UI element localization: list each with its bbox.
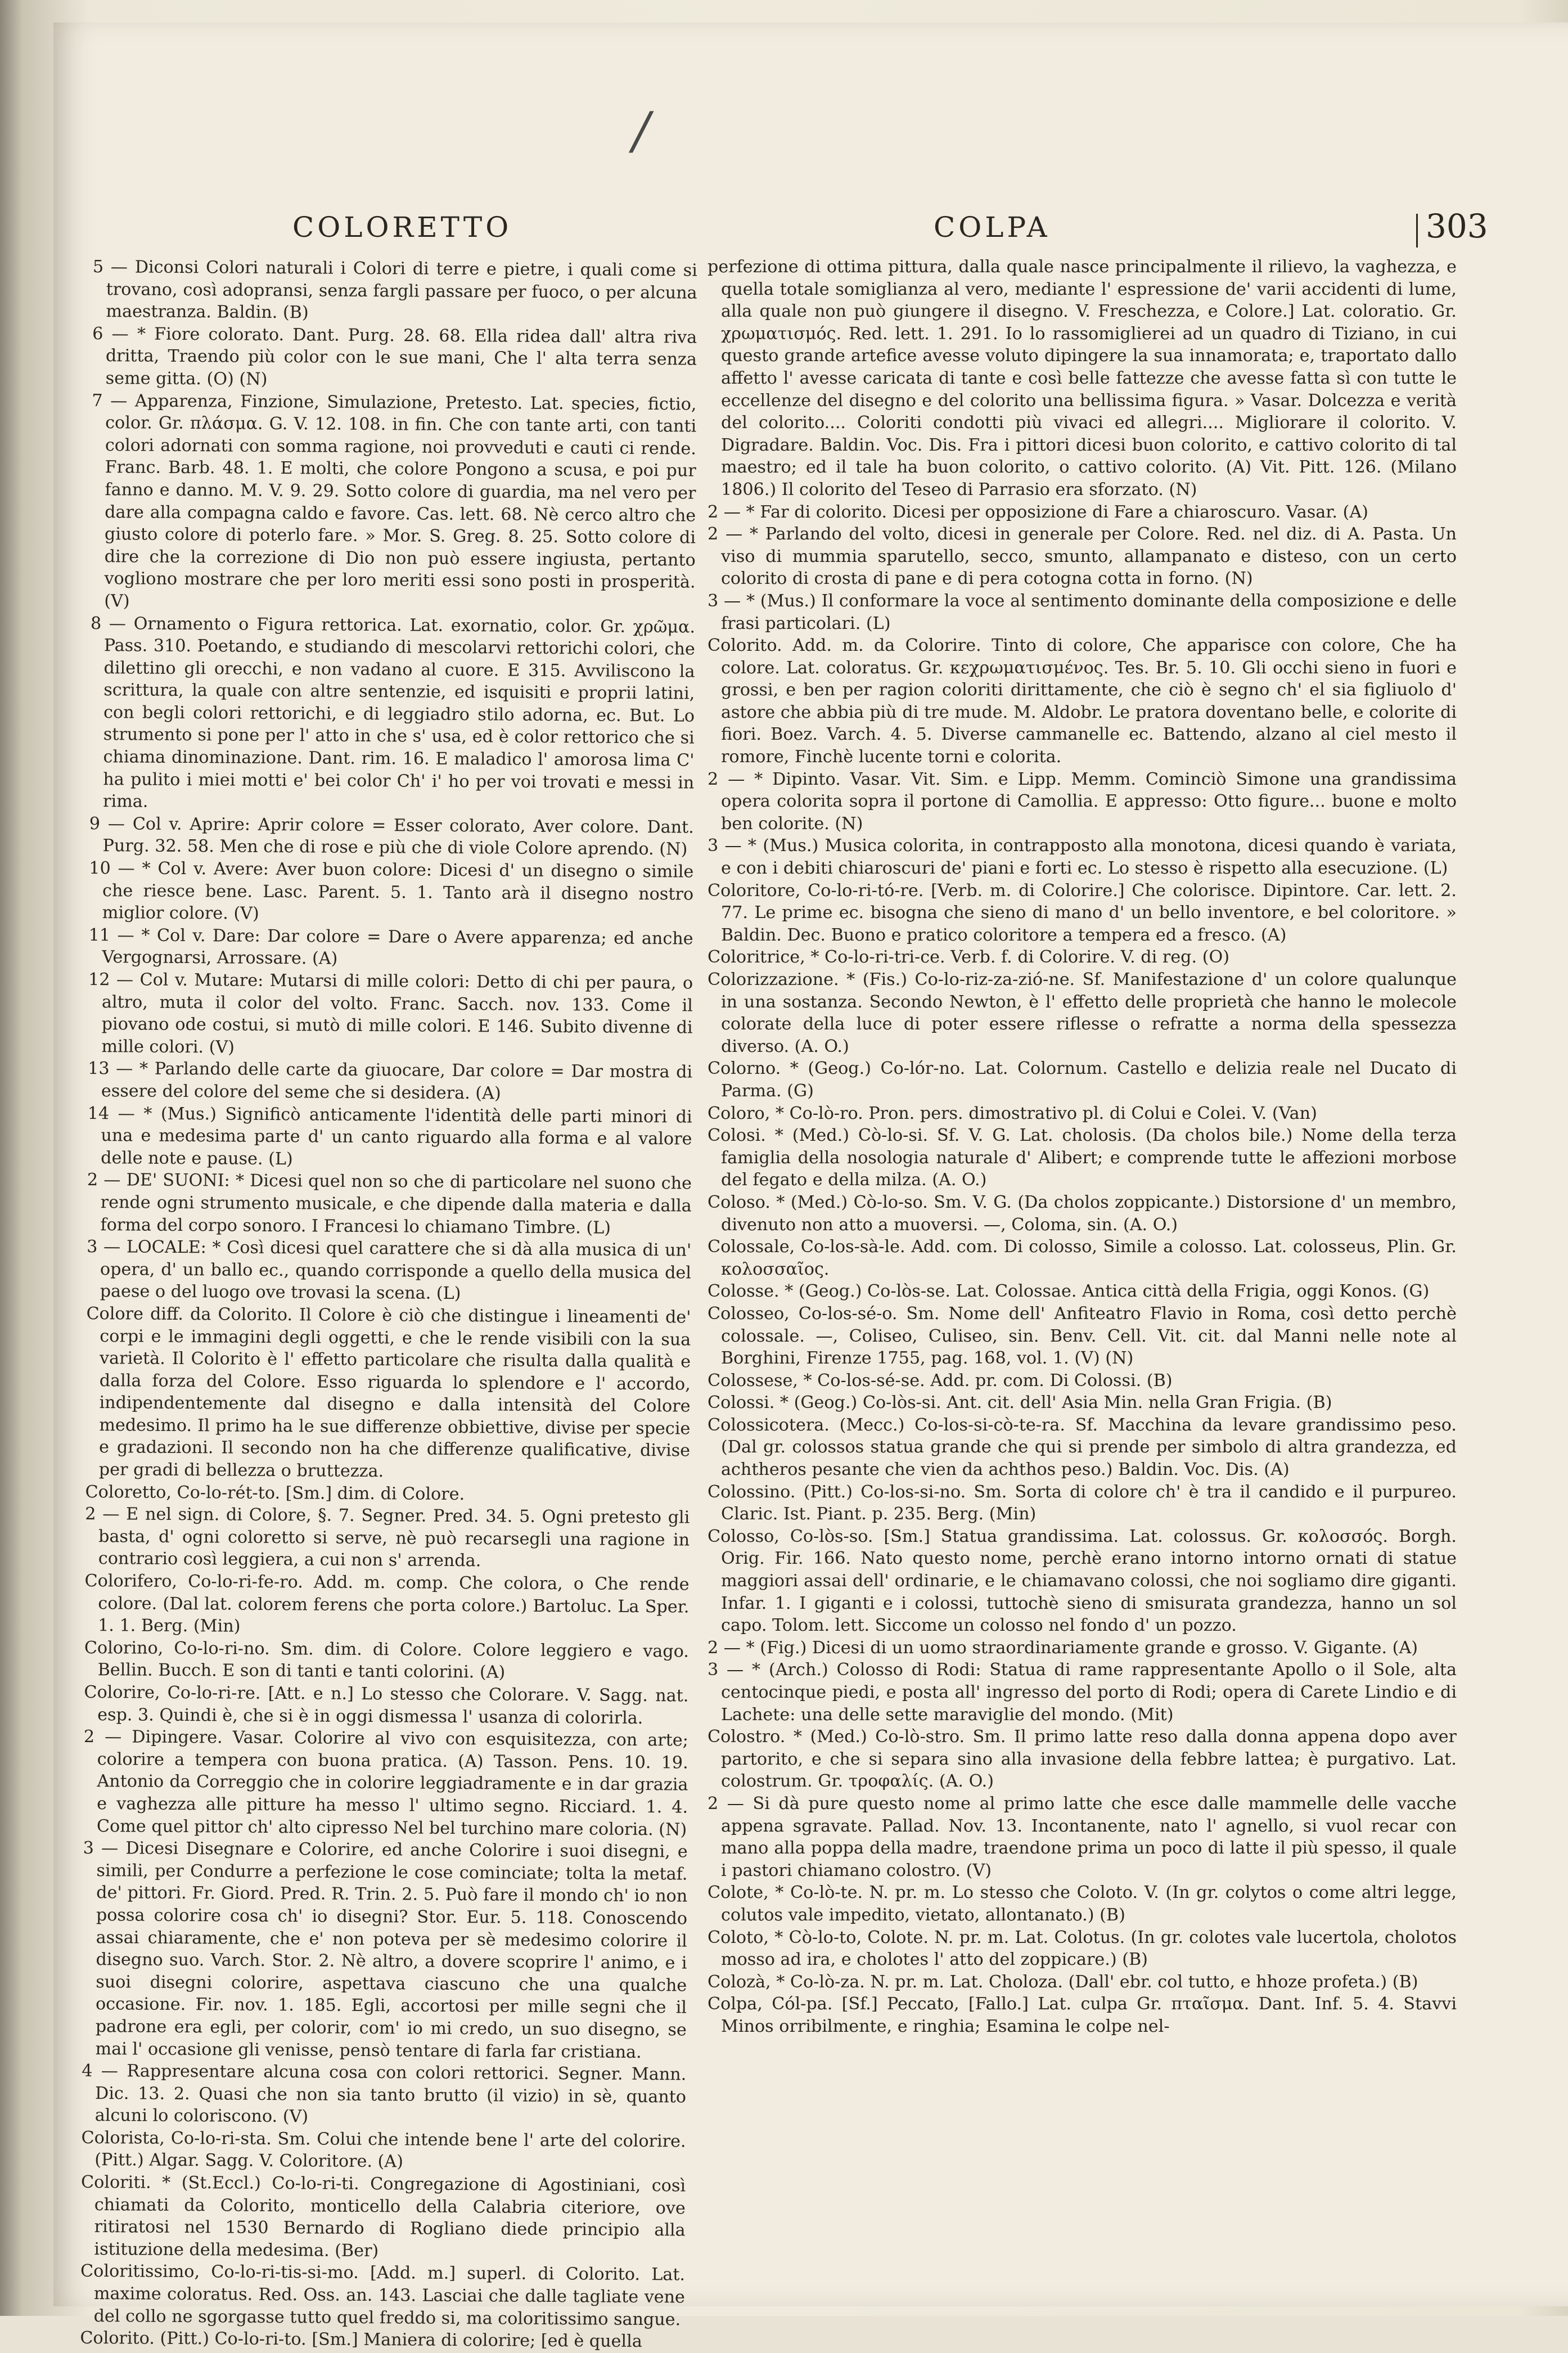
running-head-left: COLORETTO [292,211,512,244]
dictionary-entry: Colossale, Co-los-sà-le. Add. com. Di colosso, Simile a colosso. Lat. colosseus, Plin. Gr. κολοσσαῖος. [708,1237,1457,1279]
dictionary-entry: Colore diff. da Colorito. Il Colore è ciò che distingue i lineamenti de' corpi e le immagini degli oggetti, e che le rende visibili con la sua varietà. Il Colorito è l' effetto particolare che risulta dalla qualità e dalla forza del Colore. Esso riguarda lo splendore e l' accordo, indipendentemente dal disegno e dalla intensità del Colore medesimo. Il primo ha le sue differenze obbiettive, divise per specie e gradazioni. Il secondo non ha che differenze qualificative, divise per gradi di bellezza o bruttezza. [86,1303,691,1482]
dictionary-entry: 6 — * Fiore colorato. Dant. Purg. 28. 68. Ella ridea dall' altra riva dritta, Traendo più color con le sue mani, Che l' alta terra senza seme gitta. (O) (N) [92,323,697,389]
dictionary-entry: 13 — * Parlando delle carte da giuocare, Dar colore = Dar mostra di essere del colore del seme che si desidera. (A) [88,1059,693,1104]
dictionary-entry: Colorire, Co-lo-ri-re. [Att. e n.] Lo stesso che Colorare. V. Sagg. nat. esp. 3. Quindi è, che si è in oggi dismessa l' usanza di colorirla. [84,1682,689,1728]
dictionary-entry: Colostro. * (Med.) Co-lò-stro. Sm. Il primo latte reso dalla donna appena dopo aver partorito, e che si separa sino alla invasione della febbre lattea; è purgativo. Lat. colostrum. Gr. τροφαλίς. (A. O.) [708,1727,1457,1792]
header-rule [1416,214,1418,248]
dictionary-entry: 2 — Dipingere. Vasar. Colorire al vivo con esquisitezza, con arte; colorire a tempera con buona pratica. (A) Tasson. Pens. 10. 19. Antonio da Correggio che in colorire leggiadramente e in dar grazia e vaghezza alle pitture ha messo l' ultimo segno. Ricciard. 1. 4. Come quel pittor ch' alto cipresso Nel bel turchino mare coloria. (N) [83,1727,689,1840]
dictionary-entry: 3 — Dicesi Disegnare e Colorire, ed anche Colorire i suoi disegni, e simili, per Condurre a perfezione le cose cominciate; tolta la metaf. de' pittori. Fr. Giord. Pred. R. Trin. 2. 5. Può fare il mondo ch' io non possa colorire cosa ch' io disegni? Stor. Eur. 5. 118. Conoscendo assai chiaramente, che e' non poteva per sè medesimo colorire il disegno suo. Varch. Stor. 2. Nè altro, a dovere scoprire l' animo, e i suoi disegni colorire, aspettava ciascuno che una qualche occasione. Fir. nov. 1. 185. Egli, accortosi per mille segni che il padrone era egli, per colorir, com' io mi credo, un suo disegno, se mai l' occasione gli venisse, pensò tentare di farla far cristiana. [83,1838,688,2062]
dictionary-entry: 2 — DE' SUONI: * Dicesi quel non so che di particolare nel suono che rende ogni strumento musicale, e che dipende dalla materia e dalla forma del corpo sonoro. I Francesi lo chiamano Timbre. (L) [87,1170,692,1238]
dictionary-entry: Colorino, Co-lo-ri-no. Sm. dim. di Colore. Colore leggiero e vago. Bellin. Bucch. E son di tanti e tanti colorini. (A) [84,1637,689,1682]
dictionary-entry: Colossese, * Co-los-sé-se. Add. pr. com. Di Colossi. (B) [708,1370,1173,1391]
dictionary-entry: 10 — * Col v. Avere: Aver buon colore: Dicesi d' un disegno o simile che riesce bene. Lasc. Parent. 5. 1. Tanto arà il disegno nostro miglior colore. (V) [89,858,694,924]
dictionary-entry: 11 — * Col v. Dare: Dar colore = Dare o Avere apparenza; ed anche Vergognarsi, Arrossare. (A) [88,925,693,969]
dictionary-entry: Colorno. * (Geog.) Co-lór-no. Lat. Colornum. Castello e delizia reale nel Ducato di Parma. (G) [708,1059,1457,1101]
dictionary-entry: Colorista, Co-lo-ri-sta. Sm. Colui che intende bene l' arte del colorire. (Pitt.) Algar. Sagg. V. Coloritore. (A) [81,2127,686,2172]
dictionary-entry: Colorizzazione. * (Fis.) Co-lo-riz-za-zió-ne. Sf. Manifestazione d' un colore qualunque in una sostanza. Secondo Newton, è l' effetto delle proprietà che hanno le molecole colorate della luce di poter essere riflesse o refratte a norma della spessezza diverso. (A. O.) [708,970,1457,1056]
dictionary-entry: Colossicotera. (Mecc.) Co-los-si-cò-te-ra. Sf. Macchina da levare grandissimo peso. (Dal gr. colossos statua grande che qui si prende per simbolo di altra grandezza, ed achtheros pesante che vien da achthos peso.) Baldin. Voc. Dis. (A) [708,1415,1457,1480]
dictionary-entry: Colorito. (Pitt.) Co-lo-ri-to. [Sm.] Maniera di colorire; [ed è quella [80,2328,642,2352]
dictionary-entry: Colote, * Co-lò-te. N. pr. m. Lo stesso che Coloto. V. (In gr. colytos o come altri legge, colutos vale impedito, vietato, allontanato.) (B) [708,1883,1457,1925]
dictionary-entry: Colossino. (Pitt.) Co-los-si-no. Sm. Sorta di colore ch' è tra il candido e il purpureo. Claric. Ist. Piant. p. 235. Berg. (Min) [708,1482,1457,1524]
left-column [80,256,697,2352]
dictionary-entry: 12 — Col v. Mutare: Mutarsi di mille colori: Detto di chi per paura, o altro, muta il color del volto. Franc. Sacch. nov. 133. Come il piovano ode costui, si mutò di mille colori. E 146. Subito divenne di mille colori. (V) [88,969,693,1058]
dictionary-entry: 2 — E nel sign. di Colore, §. 7. Segner. Pred. 34. 5. Ogni pretesto gli basta, d' ogni coloretto si serve, nè può recarsegli una ragione in contrario così leggiera, a cui non s' arrenda. [85,1504,690,1571]
dictionary-entry: Colosseo, Co-los-sé-o. Sm. Nome dell' Anfiteatro Flavio in Roma, così detto perchè colossale. —, Coliseo, Culiseo, sin. Benv. Cell. Vit. cit. dal Manni nelle note al Borghini, Firenze 1755, pag. 168, vol. 1. (V) (N) [708,1303,1457,1369]
dictionary-entry: 2 — * Dipinto. Vasar. Vit. Sim. e Lipp. Memm. Cominciò Simone una grandissima opera colorita sopra il portone di Camollia. E appresso: Otto figure... buone e molto ben colorite. (N) [708,769,1457,834]
dictionary-entry: Colossi. * (Geog.) Co-lòs-si. Ant. cit. dell' Asia Min. nella Gran Frigia. (B) [708,1393,1332,1413]
dictionary-entry: Colpa, Cól-pa. [Sf.] Peccato, [Fallo.] Lat. culpa Gr. πταῖσμα. Dant. Inf. 5. 4. Stavvi Minos orribilmente, e ringhia; Esamina le colpe nel- [708,1994,1457,2036]
dictionary-entry: Coloritissimo, Co-lo-ri-tis-si-mo. [Add. m.] superl. di Colorito. Lat. maxime coloratus. Red. Oss. an. 143. Lasciai che dalle tagliate vene del collo ne sgorgasse tutto quel freddo si, ma coloritissimo sangue. [80,2261,686,2330]
page-number: 303 [1426,207,1488,245]
dictionary-entry: 3 — LOCALE: * Così dicesi quel carattere che si dà alla musica di un' opera, d' un ballo ec., quando corrisponde a quello della musica del paese o del luogo ove trovasi la scena. (L) [87,1237,692,1304]
running-head-center: COLPA [934,211,1051,244]
dictionary-entry: Colosso, Co-lòs-so. [Sm.] Statua grandissima. Lat. colossus. Gr. κολοσσός. Borgh. Orig. Fir. 166. Nato questo nome, perchè erano intorno intorno ornati di statue maggiori assai dell' ordinarie, e le chiamavano colossi, che noi sogliamo dire giganti. Infar. 1. I giganti e i colossi, tuttochè sieno di smisurata grandezza, hanno un sol capo. Tolom. lett. Siccome un colosso nel fondo d' un pozzo. [708,1526,1457,1636]
dictionary-entry: 2 — * Parlando del volto, dicesi in generale per Colore. Red. nel diz. di A. Pasta. Un viso di mummia sparutello, secco, smunto, allampanato e disteso, con un certo colorito di crosta di pane e di pera cotogna cotta in forno. (N) [708,524,1457,589]
dictionary-entry: Colorifero, Co-lo-ri-fe-ro. Add. m. comp. Che colora, o Che rende colore. (Dal lat. colorem ferens che porta colore.) Bartoluc. La Sper. 1. 1. Berg. (Min) [84,1571,690,1636]
dictionary-entry: Coloritore, Co-lo-ri-tó-re. [Verb. m. di Colorire.] Che colorisce. Dipintore. Car. lett. 2. 77. Le prime ec. bisogna che sieno di mano d' un bello inventore, e bel coloritore. » Baldin. Dec. Buono e pratico coloritore a tempera ed a fresco. (A) [708,880,1457,945]
dictionary-entry: Colozà, * Co-lò-za. N. pr. m. Lat. Choloza. (Dall' ebr. col tutto, e hhoze profeta.) (B) [708,1972,1418,1992]
dictionary-entry: 2 — Si dà pure questo nome al primo latte che esce dalle mammelle delle vacche appena sgravate. Pallad. Nov. 13. Incontanente, nato l' agnello, si vuol recar con mano alla poppa della madre, traendone prima un poco di latte il più spesso, il quale i pastori chiamano colostro. (V) [708,1793,1457,1880]
dictionary-entry: Coloto, * Cò-lo-to, Colote. N. pr. m. Lat. Colotus. (In gr. colotes vale lucertola, cholotos mosso ad ira, e cholotes l' atto del zoppicare.) (B) [708,1927,1457,1970]
dictionary-entry: Coloso. * (Med.) Cò-lo-so. Sm. V. G. (Da cholos zoppicante.) Distorsione d' un membro, divenuto non atto a muoversi. —, Coloma, sin. (A. O.) [708,1192,1457,1235]
dictionary-entry: perfezione di ottima pittura, dalla quale nasce principalmente il rilievo, la vaghezza, e quella totale somiglianza al vero, mediante l' espressione de' varii accidenti di lume, alla quale non può giungere il disegno. V. Freschezza, e Colore.] Lat. coloratio. Gr. χρωματισμός. Red. lett. 1. 291. Io lo rassomiglierei ad un quadro di Tiziano, in cui questo grande artefice avesse voluto dipingere la sua innamorata; e, traportato dallo affetto l' avesse caricata di tante e così belle fattezze che avesse fatta sì con tutte le eccellenze del disegno e del colorito una bellissima figura. » Vasar. Dolcezza e verità del colorito.... Coloriti condotti più vivaci ed allegri.... Migliorare il colorito. V. Digradare. Baldin. Voc. Dis. Fra i pittori dicesi buon colorito, e cattivo colorito di tal maestro; ed il tale ha buon colorito, o cattivo colorito. (A) Vit. Pitt. 126. (Milano 1806.) Il colorito del Teseo di Parrasio era sforzato. (N) [708,257,1457,500]
dictionary-entry: Colosi. * (Med.) Cò-lo-si. Sf. V. G. Lat. cholosis. (Da cholos bile.) Nome della terza famiglia della nosologia naturale d' Alibert; e comprende tutte le affezioni morbose del fegato e della milza. (A. O.) [708,1126,1457,1190]
dictionary-entry: 5 — Diconsi Colori naturali i Colori di terre e pietre, i quali come si trovano, così adopransi, senza fargli passare per fuoco, o per alcuna maestranza. Baldin. (B) [92,257,697,323]
dictionary-entry: 4 — Rappresentare alcuna cosa con colori rettorici. Segner. Mann. Dic. 13. 2. Quasi che non sia tanto brutto (il vizio) in sè, quanto alcuni lo coloriscono. (V) [82,2061,687,2127]
dictionary-entry: Colorito. Add. m. da Colorire. Tinto di colore, Che apparisce con colore, Che ha colore. Lat. coloratus. Gr. κεχρωματισμένος. Tes. Br. 5. 10. Gli occhi sieno in fuori e grossi, e ben per ragion coloriti dirittamente, che ciò è segno ch' el sia figliuolo d' astore che abbia più di tre mude. M. Aldobr. Le pratora doventano belle, e colorite di fiori. Boez. Varch. 4. 5. Diverse cammanelle ec. Battendo, alzano al ciel mesto il romore, Finchè lucente torni e colorita. [708,636,1457,767]
dictionary-entry: Coloriti. * (St.Eccl.) Co-lo-ri-ti. Congregazione di Agostiniani, così chiamati da Colorito, monticello della Calabria citeriore, ove ritiratosi nel 1530 Bernardo di Rogliano diede principio alla istituzione della medesima. (Ber) [80,2172,686,2261]
dictionary-entry: Coloretto, Co-lo-rét-to. [Sm.] dim. di Colore. [85,1482,465,1504]
dictionary-entry: 9 — Col v. Aprire: Aprir colore = Esser colorato, Aver colore. Dant. Purg. 32. 58. Men che di rose e più che di viole Colore aprendo. (N) [89,813,694,860]
dictionary-entry: 7 — Apparenza, Finzione, Simulazione, Pretesto. Lat. species, fictio, color. Gr. πλάσμα. G. V. 12. 108. in fin. Che con tante arti, con tanti colori adornati con somma ragione, noi provvedutі e cauti ci rende. Franc. Barb. 48. 1. E molti, che colore Pongono a scusa, e poi pur fanno e danno. M. V. 9. 29. Sotto colore di guardia, ma nel vero per dare alla compagna caldo e favore. Cas. lett. 68. Nè cerco altro che giusto colore di poterlo fare. » Mor. S. Greg. 8. 25. Sotto colore di dire che la correzione di Dio non può essere ingiusta, pertanto vogliono mostrare che per loro meriti essi sono posti in prosperità. (V) [92,390,697,611]
dictionary-entry: 14 — * (Mus.) Significò anticamente l'identità delle parti minori di una e medesima parte d' un canto riguardo alla forma e al valore delle note e pause. (L) [87,1103,692,1169]
dictionary-entry: 8 — Ornamento o Figura rettorica. Lat. exornatio, color. Gr. χρῶμα. Pass. 310. Poetando, e studiando di mescolarvi rettorichi colori, che dilettino gli orecchi, e non vadano al cuore. E 315. Avviliscono la scrittura, la quale con altre sentenzie, ed isquisiti e proprii latini, con begli colori rettorichi, e di leggiadro stilo adorna, ec. But. Lo strumento si pone per l' atto in che s' usa, ed è color rettorico che si chiama dinominazione. Dant. rim. 16. E maladico l' amorosa lima C' ha pulito i miei motti e' bei color Ch' i' ho per voi trovati e messi in rima. [90,613,696,812]
handwritten-ink-mark: / [633,101,650,160]
dictionary-entry: 3 — * (Arch.) Colosso di Rodi: Statua di rame rappresentante Apollo o il Sole, alta centocinque piedi, e posta all' ingresso del porto di Rodi; opera di Carete Lindio e di Lachete: una delle sette maraviglie del mondo. (Mit) [708,1660,1457,1725]
dictionary-entry: 2 — * Far di colorito. Dicesi per opposizione di Fare a chiaroscuro. Vasar. (A) [708,502,1368,522]
dictionary-entry: 3 — * (Mus.) Il conformare la voce al sentimento dominante della composizione e delle frasi particolari. (L) [708,591,1457,633]
dictionary-entry: 2 — * (Fig.) Dicesi di un uomo straordinariamente grande e grosso. V. Gigante. (A) [708,1637,1418,1658]
dictionary-entry: 3 — * (Mus.) Musica colorita, in contrapposto alla monotona, dicesi quando è variata, e con i debiti chiaroscuri de' piani e forti ec. Lo stesso è rispetto alla esecuzione. (L) [708,836,1457,879]
dictionary-entry: Coloritrice, * Co-lo-ri-tri-ce. Verb. f. di Colorire. V. di reg. (O) [708,947,1229,968]
right-column [708,256,1457,2275]
dictionary-entry: Coloro, * Co-lò-ro. Pron. pers. dimostrativo pl. di Colui e Colei. V. (Van) [708,1103,1317,1123]
dictionary-entry: Colosse. * (Geog.) Co-lòs-se. Lat. Colossae. Antica città della Frigia, oggi Konos. (G) [708,1281,1430,1302]
